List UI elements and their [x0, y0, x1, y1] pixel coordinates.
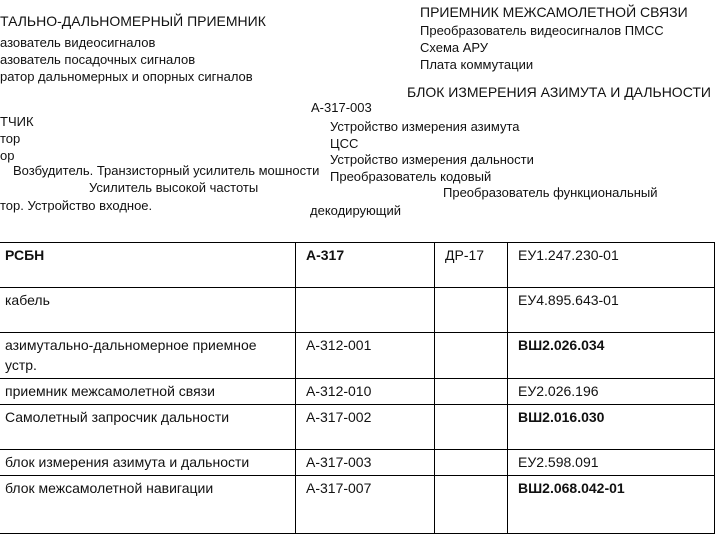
unit-item: ЦСС [330, 136, 359, 151]
unit-item: декодирующий [310, 203, 401, 218]
right-block-line: Преобразователь видеосигналов ПМСС [420, 23, 664, 38]
table-cell-extra [435, 405, 508, 450]
table-cell-doc: ЕУ1.247.230-01 [508, 243, 715, 288]
table-cell-name: блок измерения азимута и дальности [0, 450, 296, 476]
spec-table [0, 242, 715, 534]
table-cell-doc: ВШ2.026.034 [508, 333, 715, 379]
table-cell-doc: ЕУ2.598.091 [508, 450, 715, 476]
transmitter-line: ор [0, 148, 15, 163]
table-cell-name: кабель [0, 288, 296, 333]
transmitter-line: тор. Устройство входное. [0, 198, 153, 213]
table-cell-name: Самолетный запросчик дальности [0, 405, 296, 450]
table-cell-extra [435, 476, 508, 534]
unit-code: А-317-003 [311, 100, 372, 115]
table-cell-code: А-317-002 [296, 405, 435, 450]
left-block-line: азователь видеосигналов [0, 35, 156, 50]
table-cell-name: РСБН [0, 243, 296, 288]
table-cell-name: азимутально-дальномерное приемное устр. [0, 333, 296, 379]
table-cell-name: блок межсамолетной навигации [0, 476, 296, 534]
table-cell-code [296, 288, 435, 333]
table-row [0, 333, 715, 379]
table-row [0, 288, 715, 333]
unit-item: Устройство измерения дальности [330, 152, 534, 167]
table-row [0, 243, 715, 288]
table-row [0, 476, 715, 534]
table-cell-code: А-317-007 [296, 476, 435, 534]
unit-title: БЛОК ИЗМЕРЕНИЯ АЗИМУТА И ДАЛЬНОСТИ [407, 84, 711, 100]
table-cell-extra: ДР-17 [435, 243, 508, 288]
table-cell-doc: ЕУ4.895.643-01 [508, 288, 715, 333]
table-cell-doc: ВШ2.068.042-01 [508, 476, 715, 534]
table-cell-name: приемник межсамолетной связи [0, 379, 296, 405]
table-cell-doc: ЕУ2.026.196 [508, 379, 715, 405]
right-block-line: Схема АРУ [420, 40, 489, 55]
left-block-line: азователь посадочных сигналов [0, 52, 196, 67]
table-cell-code: А-312-010 [296, 379, 435, 405]
right-block-line: Плата коммутации [420, 57, 534, 72]
table-cell-code: А-317-003 [296, 450, 435, 476]
unit-item: Преобразователь функциональный [443, 185, 658, 200]
transmitter-line: Усилитель высокой частоты [89, 180, 259, 195]
table-row [0, 405, 715, 450]
table-cell-code: А-312-001 [296, 333, 435, 379]
transmitter-line: ТЧИК [0, 114, 34, 129]
table-cell-extra [435, 379, 508, 405]
unit-item: Преобразователь кодовый [330, 169, 492, 184]
table-cell-doc: ВШ2.016.030 [508, 405, 715, 450]
table-row [0, 379, 715, 405]
left-block-title: ТАЛЬНО-ДАЛЬНОМЕРНЫЙ ПРИЕМНИК [0, 13, 266, 29]
unit-item: Устройство измерения азимута [330, 119, 520, 134]
table-row [0, 450, 715, 476]
table-cell-extra [435, 288, 508, 333]
table-cell-extra [435, 450, 508, 476]
transmitter-line: тор [0, 131, 21, 146]
left-block-line: ратор дальномерных и опорных сигналов [0, 69, 253, 84]
right-block-title: ПРИЕМНИК МЕЖСАМОЛЕТНОЙ СВЯЗИ [420, 4, 688, 20]
table-cell-code: А-317 [296, 243, 435, 288]
table-cell-extra [435, 333, 508, 379]
transmitter-line: Возбудитель. Транзисторный усилитель мошности [13, 163, 320, 178]
